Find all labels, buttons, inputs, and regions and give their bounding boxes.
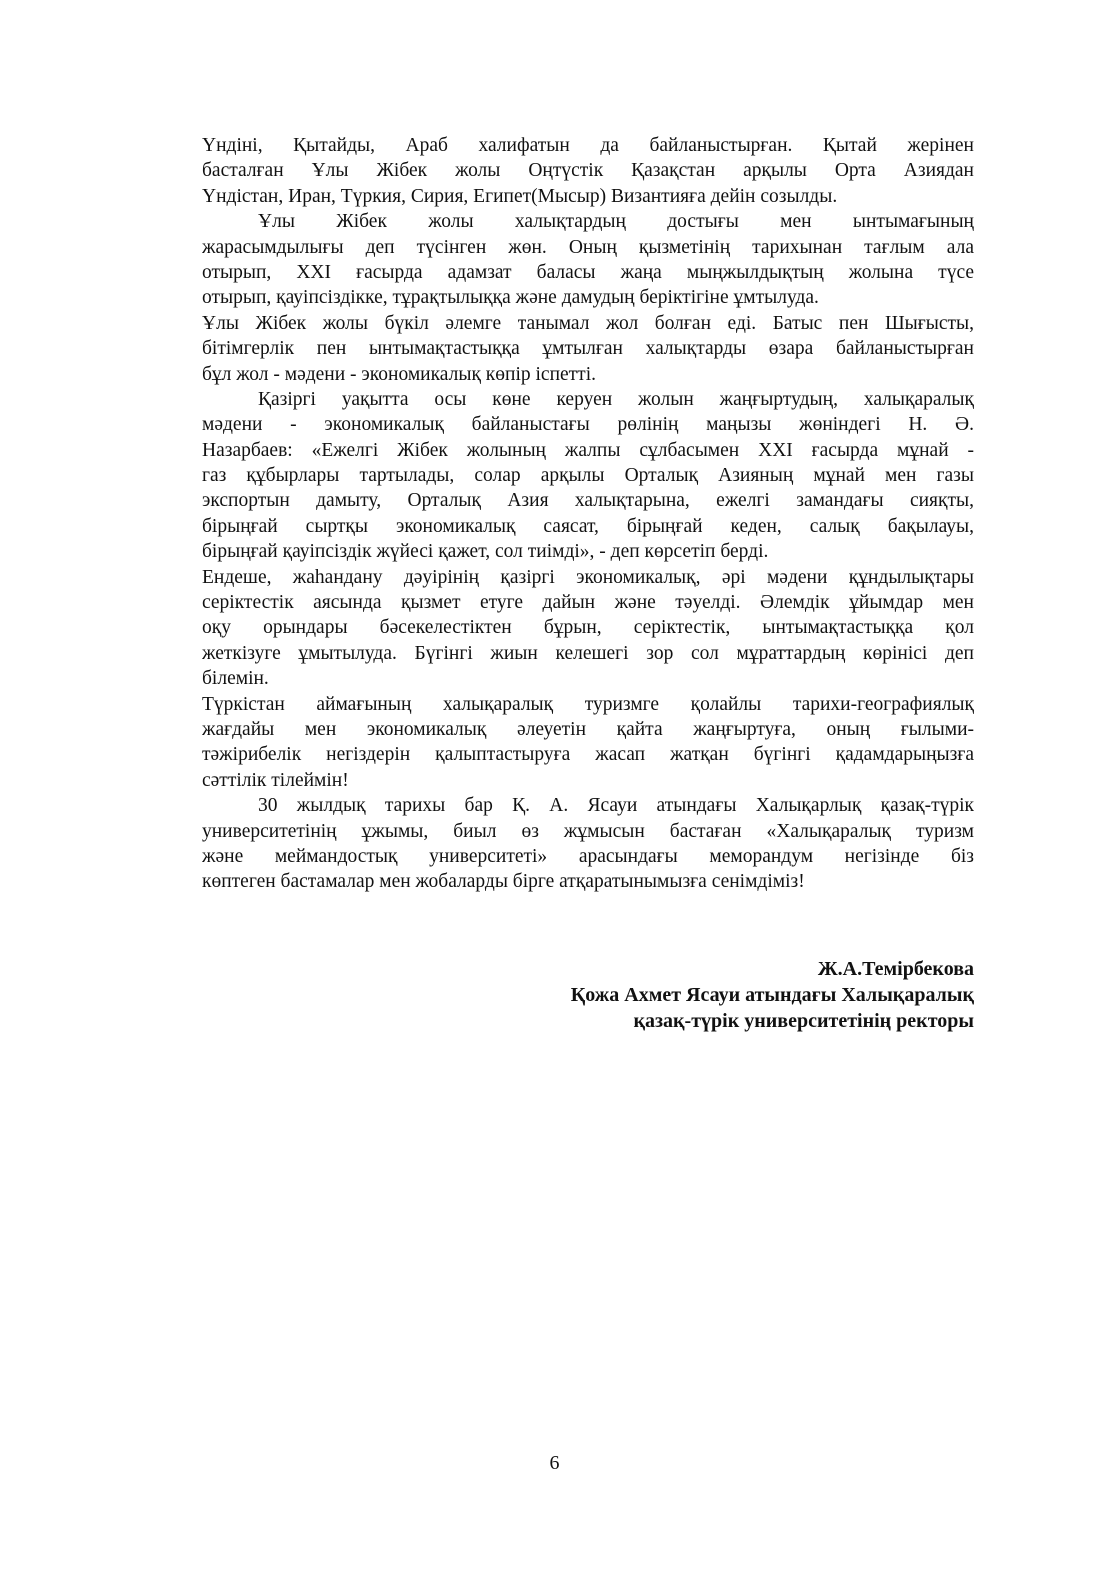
text-line: бірыңғай қауіпсіздік жүйесі қажет, сол тиімді», - деп көрсетіп берді. [202,541,769,563]
text-line: Назарбаев: «Ежелгі Жібек жолының жалпы сұлбасымен XXI ғасырда мұнай - [202,439,974,461]
text-line: отырып, қауіпсіздікке, тұрақтылыққа және дамудың беріктігіне ұмтылуда. [202,287,819,309]
text-line: оқу орындары бәсекелестіктен бұрын, серіктестік, ынтымақтастыққа қол [202,617,974,639]
text-line: экспортын дамыту, Орталық Азия халықтарына, ежелгі замандағы сияқты, [202,490,974,512]
text-line: басталған Ұлы Жібек жолы Оңтүстік Қазақстан арқылы Орта Азиядан [202,160,974,182]
signature-title-line-1: Қожа Ахмет Ясауи атындағы Халықаралық [570,984,974,1006]
page-number: 6 [549,1452,560,1474]
text-line: Ұлы Жібек жолы бүкіл әлемге танымал жол болған еді. Батыс пен Шығысты, [202,312,974,334]
text-line: білемін. [202,668,269,690]
text-line: көптеген бастамалар мен жобаларды бірге атқаратынымызға сенімдіміз! [202,871,805,893]
text-line: жарасымдылығы деп түсінген жөн. Оның қызметінің тарихынан тағлым ала [202,236,974,258]
text-line: жағдайы мен экономикалық әлеуетін қайта жаңғыртуға, оның ғылыми- [202,718,974,740]
text-line: 30 жылдық тарихы бар Қ. А. Ясауи атындағы Халықарлық қазақ-түрік [258,795,974,817]
text-line: бітімгерлік пен ынтымақтастыққа ұмтылған халықтарды өзара байланыстырған [202,338,974,360]
text-line: газ құбырлары тартылады, солар арқылы Орталық Азияның мұнай мен газы [202,465,974,487]
text-line: мәдени - экономикалық байланыстағы рөлінің маңызы жөніндегі Н. Ә. [202,414,974,436]
signature-block [571,956,974,1034]
text-line: Үндістан, Иран, Түркия, Сирия, Египет(Мысыр) Византияға дейін созылды. [202,185,838,207]
text-line: тәжірибелік негіздерін қалыптастыруға жасап жатқан бүгінгі қадамдарыңызға [202,744,974,766]
text-line: бірыңғай сыртқы экономикалық саясат, бірыңғай кеден, салық бақылауы, [202,515,974,537]
text-line: серіктестік аясында қызмет етуге дайын және тәуелді. Әлемдік ұйымдар мен [202,592,974,614]
text-line: жеткізуге ұмытылуда. Бүгінгі жиын келешегі зор сол мұраттардың көрінісі деп [202,642,974,664]
text-line: Үндіні, Қытайды, Араб халифатын да байланыстырған. Қытай жерінен [202,135,974,156]
signature-name: Ж.А.Темірбекова [817,958,974,980]
text-line: Ендеше, жаһандану дәуірінің қазіргі экономикалық, әрі мәдени құндылықтары [202,566,974,588]
text-line: Қазіргі уақытта осы көне керуен жолын жаңғыртудың, халықаралық [258,388,974,410]
text-line: университетінің ұжымы, биыл өз жұмысын бастаған «Халықаралық туризм [202,820,974,842]
text-line: бұл жол - мәдени - экономикалық көпір іспетті. [202,363,596,385]
text-line: және меймандостық университеті» арасындағы меморандум негізінде біз [202,845,974,867]
signature-title-line-2: қазақ-түрік университетінің ректоры [633,1010,974,1032]
body-text [202,133,974,895]
text-line: отырып, XXI ғасырда адамзат баласы жаңа мыңжылдықтың жолына түсе [202,261,974,283]
text-line: Түркістан аймағының халықаралық туризмге қолайлы тарихи-географиялық [202,693,974,715]
text-line: Ұлы Жібек жолы халықтардың достығы мен ынтымағының [258,211,974,233]
text-line: сәттілік тілеймін! [202,769,349,791]
